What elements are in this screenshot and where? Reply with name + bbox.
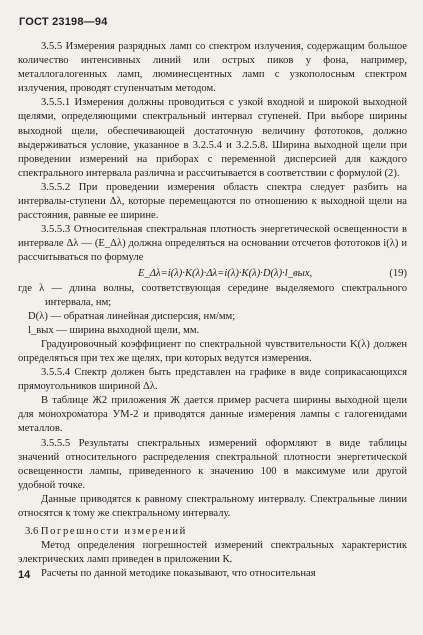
paragraph-3-5-5-5: 3.5.5.5 Результаты спектральных измерений оформляют в виде таблицы значений относительного распределения спектральной плотности энергетической освещенности лампы, приведенного к значению 100 в максимуме или другой удобной точке.	[18, 437, 407, 491]
paragraph-table-ref: В таблице Ж2 приложения Ж дается пример расчета ширины выходной щели для монохроматора УМ-2 и приводятся данные измерения лампы с галогенидами металлов.	[18, 395, 407, 435]
paragraph-calibration: Градуировочный коэффициент по спектральной чувствительности K(λ) должен определяться при тех же щелях, при которых ведутся измерения.	[18, 338, 407, 364]
legend-dispersion: D(λ) — обратная линейная дисперсия, нм/мм;	[28, 310, 236, 322]
paragraph-3-5-5-1: 3.5.5.1 Измерения должны проводиться с узкой входной и широкой выходной щелями, определяющими спектральный интервал ступеней. При выборе ширины выходной щели, обеспечивающей достаточную величину фототоков, должно выдерживаться условие, указанное в 3.2.5.4 и 3.2.5.8. Ширина выходной щели при проведении измерений на приборах с переменной дисперсией для каждого спектрального интервала различна и рассчитывается в соответствии с формулой (2).	[18, 97, 407, 179]
page-number: 14	[18, 569, 31, 581]
paragraph-method: Метод определения погрешностей измерений спектральных характеристик электрических ламп приведен в приложении К.	[18, 540, 407, 566]
formula-19	[18, 266, 407, 282]
formula-expression: E_Δλ=i(λ)·K(λ)·Δλ=i(λ)·K(λ)·D(λ)·l_вых,	[138, 267, 313, 279]
section-heading-3-6	[18, 525, 407, 539]
formula-number: (19)	[389, 267, 407, 279]
legend-slit-width: l_вых — ширина выходной щели, мм.	[28, 324, 200, 336]
section-number: 3.6	[25, 526, 39, 538]
page-header: ГОСТ 23198—94	[19, 16, 108, 28]
paragraph-calculations: Расчеты по данной методике показывают, что относительная	[41, 568, 316, 580]
paragraph-3-5-5-4: 3.5.5.4 Спектр должен быть представлен на графике в виде соприкасающихся прямоугольников шириной Δλ.	[18, 367, 407, 393]
section-title: Погрешности измерений	[40, 526, 187, 538]
paragraph-3-5-5-3: 3.5.5.3 Относительная спектральная плотность энергетической освещенности в интервале Δλ — (E_Δλ) должна определяться на основании отсчетов фототоков i(λ) и рассчитываться по формуле	[18, 224, 407, 264]
paragraph-data-reduced: Данные приводятся к равному спектральному интервалу. Спектральные линии относятся к тому же спектральному интервалу.	[18, 493, 407, 519]
legend-lambda: где λ — длина волны, соответствующая середине выделяемого спектрального интервала, нм;	[18, 282, 407, 308]
paragraph-3-5-5-2: 3.5.5.2 При проведении измерения область спектра следует разбить на интервалы-ступени Δλ, которые перемещаются по отношению к выходной щели на расстояния, равные ее ширине.	[18, 181, 407, 222]
paragraph-3-5-5: 3.5.5 Измерения разрядных ламп со спектром излучения, содержащим большое количество интенсивных линий или острых пиков у фона, например, металлогалогенных ламп, люминесцентных ламп с узкополосным спектром излучения, проводят ступенчатым методом.	[18, 41, 407, 95]
document-body	[18, 40, 407, 581]
